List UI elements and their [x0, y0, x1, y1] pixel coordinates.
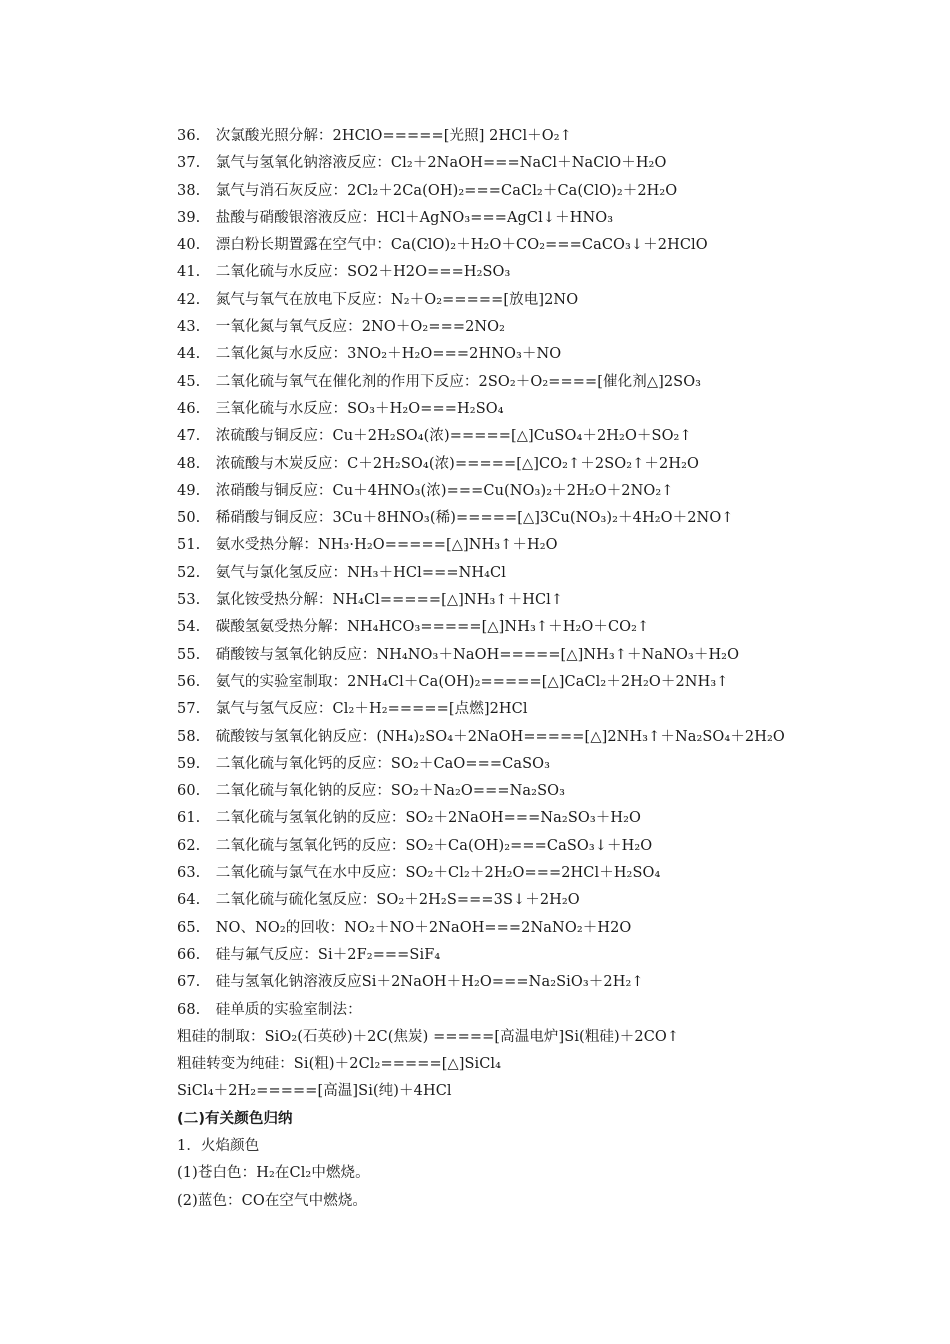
reaction-text: 二氧化硫与硫化氢反应：SO₂＋2H₂S===3S↓＋2H₂O — [215, 892, 580, 909]
reaction-line — [177, 478, 917, 505]
reaction-text: 硫酸铵与氢氧化钠反应：(NH₄)₂SO₄＋2NaOH=====[△]2NH₃↑＋Na₂SO₄＋2H₂O — [215, 728, 785, 745]
reaction-text: 氯气与氢氧化钠溶液反应：Cl₂＋2NaOH===NaCl＋NaClO＋H₂O — [215, 155, 667, 172]
reaction-text: 硅与氟气反应：Si＋2F₂===SiF₄ — [215, 946, 441, 963]
reaction-line — [177, 642, 917, 669]
reaction-number: 40. — [177, 237, 201, 254]
reaction-text: 浓硫酸与木炭反应：C＋2H₂SO₄(浓)=====[△]CO₂↑＋2SO₂↑＋2H₂O — [215, 455, 699, 472]
reaction-number: 58. — [177, 728, 201, 745]
reaction-text: 氨气与氯化氢反应：NH₃＋HCl===NH₄Cl — [215, 564, 506, 581]
reaction-number: 49. — [177, 482, 201, 499]
reaction-line — [177, 887, 917, 914]
reaction-text: 二氧化硫与氯气在水中反应：SO₂＋Cl₂＋2H₂O===2HCl＋H₂SO₄ — [215, 865, 661, 882]
reaction-number: 61. — [177, 810, 201, 827]
reaction-text: 粗硅转变为纯硅：Si(粗)＋2Cl₂=====[△]SiCl₄ — [177, 1056, 502, 1073]
reaction-text: 二氧化氮与水反应：3NO₂＋H₂O===2HNO₃＋NO — [215, 346, 562, 363]
list-item: (1)苍白色：H₂在Cl₂中燃烧。 — [177, 1165, 370, 1182]
reaction-line — [177, 805, 917, 832]
reaction-number: 38. — [177, 182, 201, 199]
reaction-text: 二氧化硫与氢氧化钠的反应：SO₂＋2NaOH===Na₂SO₃＋H₂O — [215, 810, 642, 827]
reaction-line — [177, 614, 917, 641]
reaction-text: 碳酸氢氨受热分解：NH₄HCO₃=====[△]NH₃↑＋H₂O＋CO₂↑ — [215, 619, 650, 636]
document-body — [177, 123, 917, 1215]
reaction-text: 二氧化硫与氢氧化钙的反应：SO₂＋Ca(OH)₂===CaSO₃↓＋H₂O — [215, 837, 653, 854]
reaction-line — [177, 532, 917, 559]
reaction-number: 55. — [177, 646, 201, 663]
reaction-number: 54. — [177, 619, 201, 636]
reaction-text: 硝酸铵与氢氧化钠反应：NH₄NO₃＋NaOH=====[△]NH₃↑＋NaNO₃＋H₂O — [215, 646, 740, 663]
reaction-line — [177, 423, 917, 450]
reaction-text: 氨气的实验室制取：2NH₄Cl＋Ca(OH)₂=====[△]CaCl₂＋2H₂O＋2NH₃↑ — [215, 673, 729, 690]
reaction-line — [177, 287, 917, 314]
reaction-line — [177, 560, 917, 587]
reaction-line — [177, 696, 917, 723]
reaction-number: 60. — [177, 783, 201, 800]
reaction-line — [177, 724, 917, 751]
reaction-number: 66. — [177, 946, 201, 963]
reaction-line — [177, 833, 917, 860]
section-heading: (二)有关颜色归纳 — [177, 1110, 293, 1127]
reaction-line — [177, 259, 917, 286]
reaction-line — [177, 969, 917, 996]
reaction-number: 51. — [177, 537, 201, 554]
reaction-text: 漂白粉长期置露在空气中：Ca(ClO)₂＋H₂O＋CO₂===CaCO₃↓＋2HClO — [215, 237, 708, 254]
reaction-number: 37. — [177, 155, 201, 172]
reaction-text: 次氯酸光照分解：2HClO=====[光照] 2HCl＋O₂↑ — [215, 128, 572, 144]
reaction-line — [177, 232, 917, 259]
reaction-text: 二氧化硫与氧化钙的反应：SO₂＋CaO===CaSO₃ — [215, 755, 550, 772]
reaction-line — [177, 396, 917, 423]
reaction-text: SiCl₄＋2H₂=====[高温]Si(纯)＋4HCl — [177, 1083, 452, 1100]
reaction-text: 氯气与消石灰反应：2Cl₂＋2Ca(OH)₂===CaCl₂＋Ca(ClO)₂＋2H₂O — [215, 182, 678, 199]
reaction-text: 氨水受热分解：NH₃·H₂O=====[△]NH₃↑＋H₂O — [215, 537, 558, 554]
reaction-number: 43. — [177, 319, 201, 336]
reaction-number: 50. — [177, 510, 201, 527]
reaction-number: 63. — [177, 865, 201, 882]
reaction-number: 68. — [177, 1001, 201, 1018]
reaction-list — [177, 123, 917, 1106]
reaction-line — [177, 669, 917, 696]
reaction-number: 59. — [177, 755, 201, 772]
list-item: (2)蓝色：CO在空气中燃烧。 — [177, 1192, 368, 1209]
reaction-number: 67. — [177, 974, 201, 991]
reaction-number: 44. — [177, 346, 201, 363]
reaction-number: 42. — [177, 291, 201, 308]
reaction-text: 氯化铵受热分解：NH₄Cl=====[△]NH₃↑＋HCl↑ — [215, 592, 564, 609]
reaction-line — [177, 587, 917, 614]
reaction-text: 氮气与氧气在放电下反应：N₂＋O₂=====[放电]2NO — [215, 291, 579, 308]
reaction-text: 浓硝酸与铜反应：Cu＋4HNO₃(浓)===Cu(NO₃)₂＋2H₂O＋2NO₂↑ — [215, 482, 674, 499]
reaction-line — [177, 860, 917, 887]
reaction-number: 45. — [177, 373, 201, 390]
reaction-number: 62. — [177, 837, 201, 854]
reaction-text: 二氧化硫与水反应：SO2＋H2O===H₂SO₃ — [215, 264, 511, 281]
reaction-text: 二氧化硫与氧气在催化剂的作用下反应：2SO₂＋O₂====[催化剂△]2SO₃ — [215, 373, 702, 390]
reaction-number: 65. — [177, 919, 201, 936]
reaction-line — [177, 751, 917, 778]
reaction-number: 52. — [177, 564, 201, 581]
reaction-text: 二氧化硫与氧化钠的反应：SO₂＋Na₂O===Na₂SO₃ — [215, 783, 566, 800]
reaction-number: 53. — [177, 592, 201, 609]
sub-heading: 1．火焰颜色 — [177, 1137, 260, 1154]
reaction-text: 盐酸与硝酸银溶液反应：HCl＋AgNO₃===AgCl↓＋HNO₃ — [215, 209, 614, 226]
reaction-text: 硅单质的实验室制法： — [215, 1001, 362, 1018]
reaction-subline — [177, 1078, 917, 1105]
reaction-subline — [177, 1051, 917, 1078]
reaction-text: 一氧化氮与氧气反应：2NO＋O₂===2NO₂ — [215, 319, 506, 336]
reaction-line — [177, 314, 917, 341]
reaction-line — [177, 942, 917, 969]
reaction-number: 36. — [177, 128, 201, 144]
reaction-line — [177, 451, 917, 478]
reaction-text: NO、NO₂的回收：NO₂＋NO＋2NaOH===2NaNO₂＋H2O — [215, 919, 632, 936]
reaction-number: 57. — [177, 701, 201, 718]
reaction-line — [177, 205, 917, 232]
reaction-text: 硅与氢氧化钠溶液反应Si＋2NaOH＋H₂O===Na₂SiO₃＋2H₂↑ — [215, 974, 644, 991]
reaction-number: 39. — [177, 209, 201, 226]
reaction-subline — [177, 1024, 917, 1051]
reaction-line — [177, 123, 917, 150]
reaction-number: 41. — [177, 264, 201, 281]
reaction-line — [177, 997, 917, 1024]
reaction-line — [177, 505, 917, 532]
reaction-line — [177, 150, 917, 177]
reaction-line — [177, 778, 917, 805]
reaction-line — [177, 915, 917, 942]
reaction-number: 46. — [177, 400, 201, 417]
reaction-number: 47. — [177, 428, 201, 445]
reaction-line — [177, 341, 917, 368]
reaction-number: 56. — [177, 673, 201, 690]
reaction-text: 浓硫酸与铜反应：Cu＋2H₂SO₄(浓)=====[△]CuSO₄＋2H₂O＋SO₂↑ — [215, 428, 692, 445]
reaction-number: 48. — [177, 455, 201, 472]
reaction-text: 三氧化硫与水反应：SO₃＋H₂O===H₂SO₄ — [215, 400, 504, 417]
reaction-line — [177, 369, 917, 396]
reaction-number: 64. — [177, 892, 201, 909]
reaction-text: 氯气与氢气反应：Cl₂＋H₂=====[点燃]2HCl — [215, 701, 528, 718]
reaction-text: 稀硝酸与铜反应：3Cu＋8HNO₃(稀)=====[△]3Cu(NO₃)₂＋4H₂O＋2NO↑ — [215, 510, 734, 527]
reaction-line — [177, 178, 917, 205]
reaction-text: 粗硅的制取：SiO₂(石英砂)＋2C(焦炭) =====[高温电炉]Si(粗硅)＋2CO↑ — [177, 1028, 680, 1045]
